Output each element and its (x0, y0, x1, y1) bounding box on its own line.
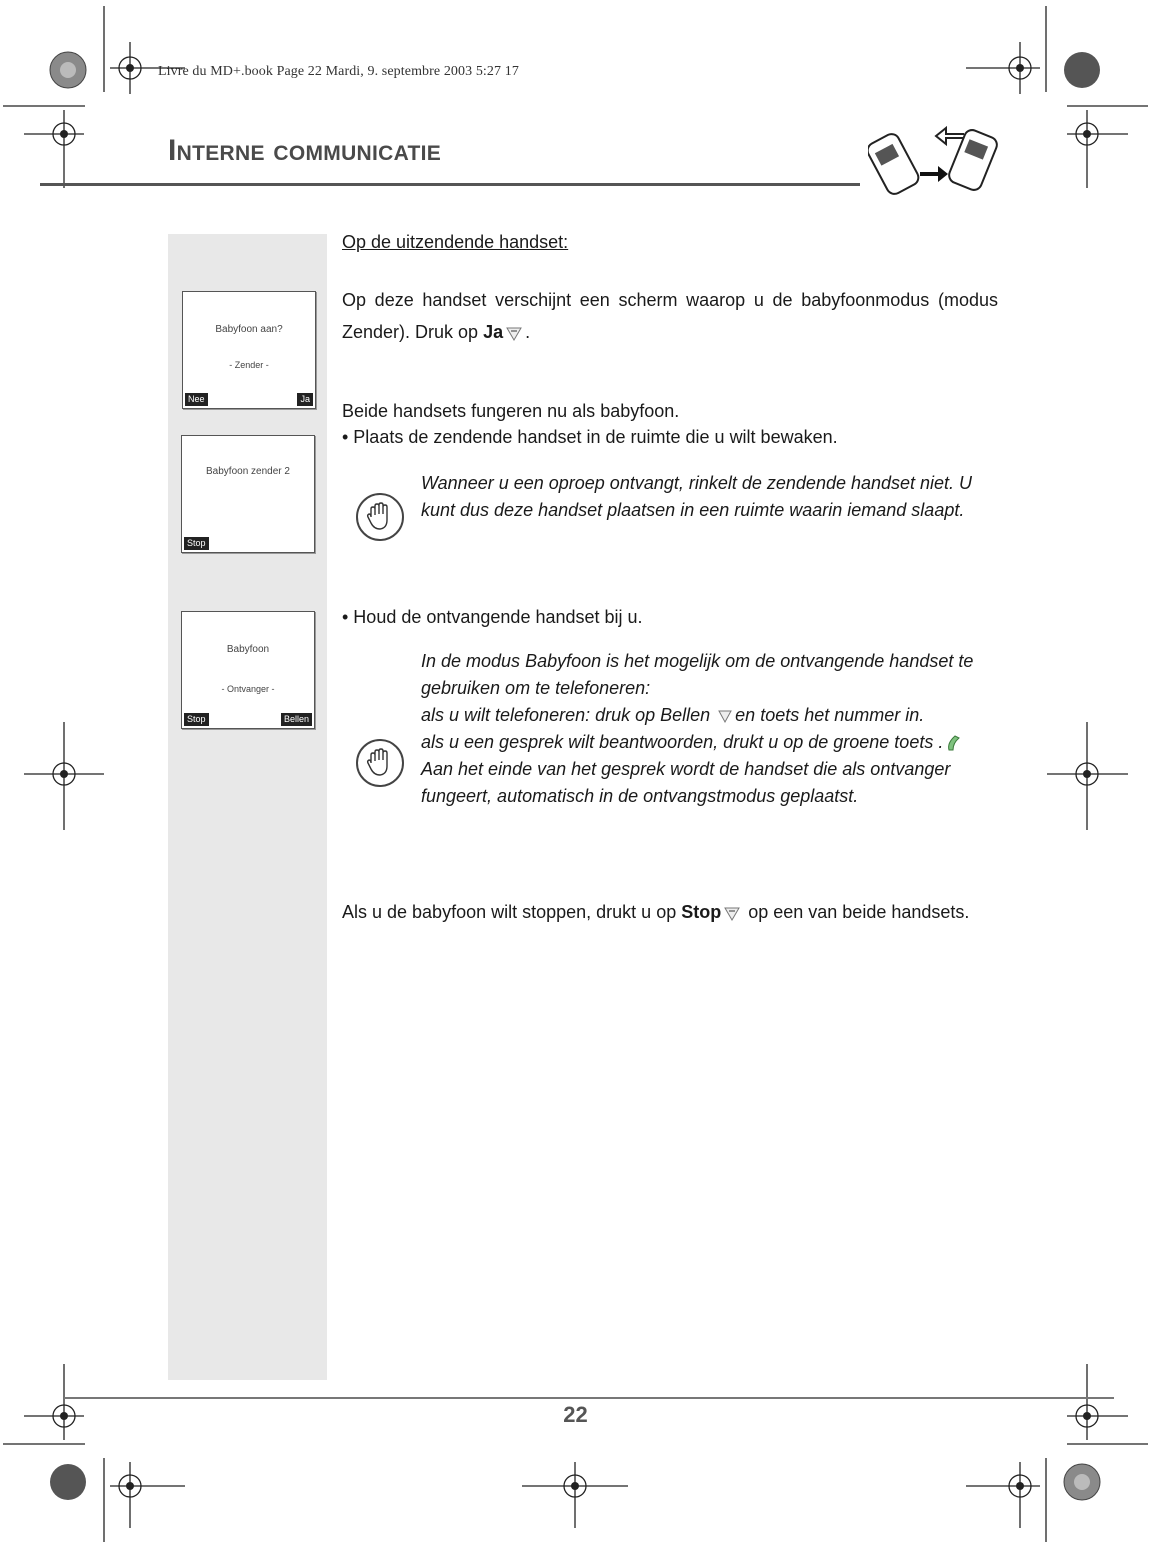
softkey-icon (505, 324, 523, 342)
key-ja: Ja (483, 322, 504, 342)
paragraph-screen: Op deze handset verschijnt een scherm waarop u de babyfoonmodus (modus Zender). Druk op Ja . (342, 290, 998, 342)
softkey-left: Stop (184, 537, 209, 550)
softkey-right: Ja (297, 393, 313, 406)
screen-line: - Zender - (229, 360, 269, 370)
screen-line: Babyfoon zender 2 (206, 466, 290, 477)
handset-screen (181, 611, 315, 729)
green-call-key-icon (945, 733, 963, 753)
key-stop: Stop (681, 902, 722, 922)
section-subheading: Op de uitzendende handset: (342, 232, 569, 252)
page-title: Interne communicatie (168, 134, 442, 167)
note-hand-icon (356, 493, 404, 541)
screen-line: - Ontvanger - (221, 684, 275, 694)
handset-screen (181, 435, 315, 553)
softkey-left: Stop (184, 713, 209, 726)
note-babyfoon-mode (421, 648, 1001, 810)
screen-line: Babyfoon (226, 644, 270, 655)
paragraph-babyfoon: Beide handsets fungeren nu als babyfoon. (342, 401, 680, 421)
softkey-icon (717, 708, 733, 724)
softkey-right: Bellen (281, 713, 312, 726)
handsets-transfer-icon (868, 122, 1004, 202)
paragraph-stop: Als u de babyfoon wilt stoppen, drukt u op Stop op een van beide handsets. (342, 902, 970, 922)
bullet-keep-handset: • Houd de ontvangende handset bij u. (342, 607, 643, 627)
footer-rule (64, 1397, 1114, 1399)
print-header: Livre du MD+.book Page 22 Mardi, 9. septembre 2003 5:27 17 (158, 64, 519, 79)
handset-screen (182, 291, 316, 409)
title-rule (40, 183, 860, 186)
note-hand-icon (356, 739, 404, 787)
page-number: 22 (563, 1402, 588, 1427)
sidebar-panel (168, 234, 327, 1380)
note-line: als u wilt telefoneren: druk op Bellen en toets het nummer in. (421, 705, 925, 725)
note-line: Aan het einde van het gesprek wordt de handset die als ontvanger fungeert, automatisch in de ontvangstmodus geplaatst. (421, 759, 951, 806)
note-line: In de modus Babyfoon is het mogelijk om de ontvangende handset te gebruiken om te telefoneren: (421, 651, 974, 698)
bullet-place-handset: • Plaats de zendende handset in de ruimte die u wilt bewaken. (342, 427, 838, 447)
note-incoming-call: Wanneer u een oproep ontvangt, rinkelt de zendende handset niet. U kunt dus deze handset plaatsen in een ruimte waarin iemand slaapt. (421, 473, 973, 520)
softkey-icon (723, 904, 741, 922)
note-line: als u een gesprek wilt beantwoorden, drukt u op de groene toets . (421, 729, 1001, 756)
screen-line: Babyfoon aan? (215, 324, 283, 335)
softkey-left: Nee (185, 393, 208, 406)
